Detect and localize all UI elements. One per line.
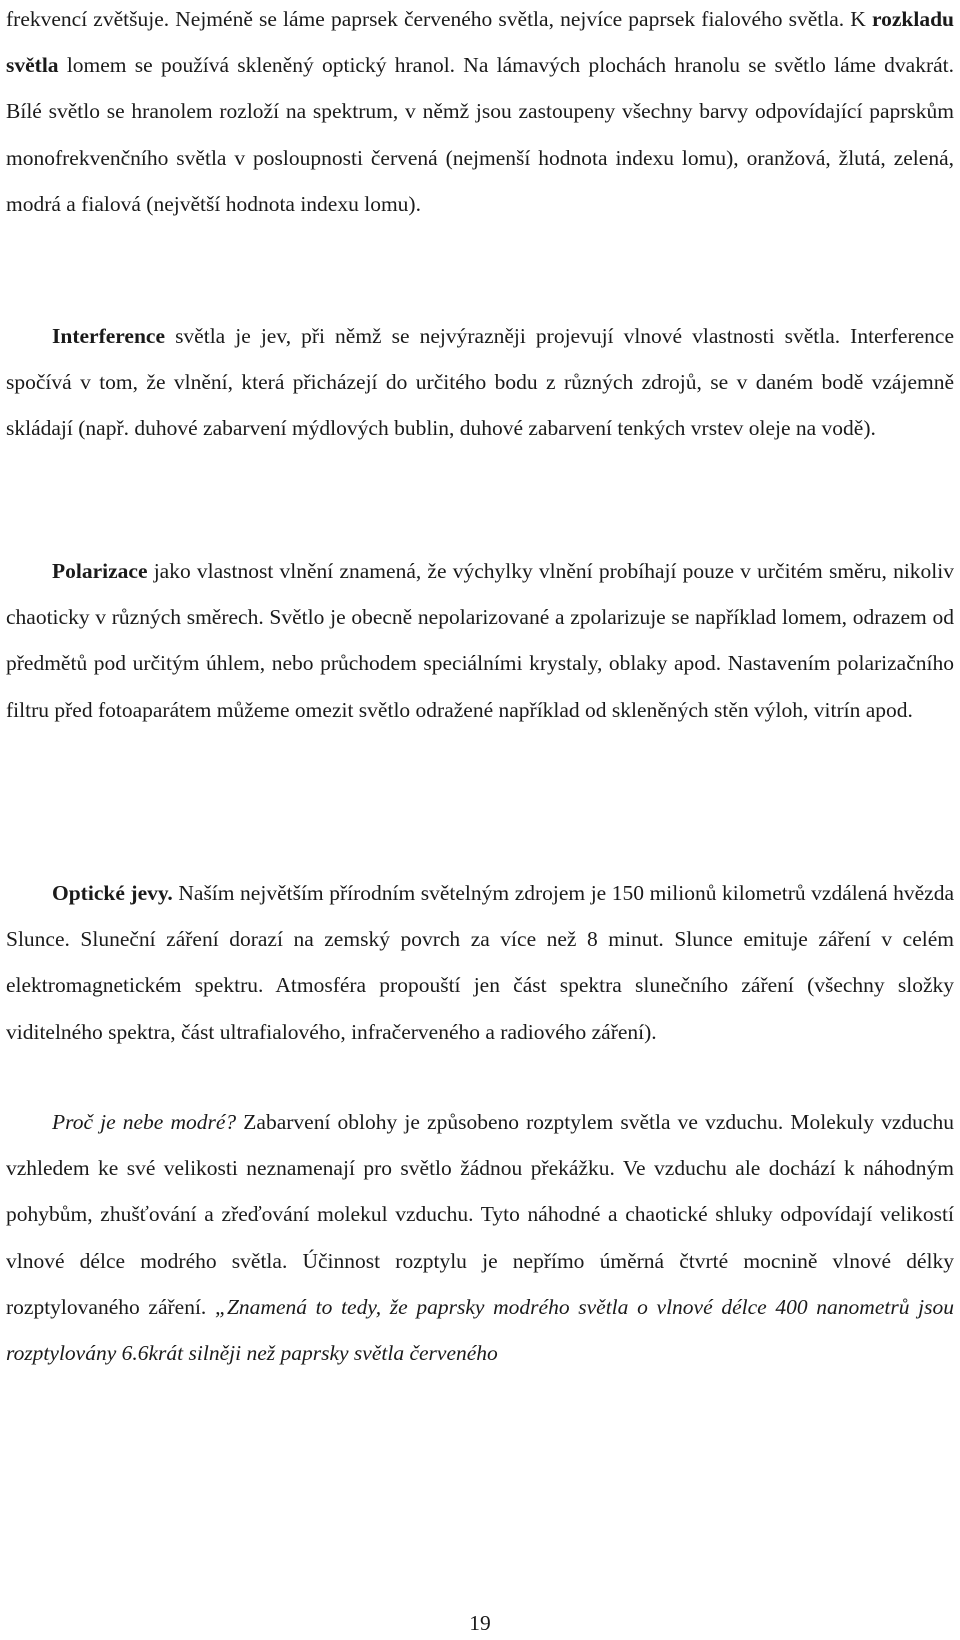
- question-why-sky-blue: Proč je nebe modré?: [52, 1110, 237, 1134]
- paragraph-polarization: [6, 548, 954, 733]
- paragraph-text: Zabarvení oblohy je způsobeno rozptylem světla ve vzduchu. Molekuly vzduchu vzhledem ke své velikosti neznamenají pro světlo žádnou překážku. Ve vzduchu ale dochází k náhodným pohybům, zhušťování a zřeďování molekul vzduchu. Tyto náhodné a chaotické shluky odpovídají velikostí vlnové délce modrého světla. Účinnost rozptylu je nepřímo úměrná čtvrté mocnině vlnové délky rozptylovaného záření.: [6, 1110, 954, 1319]
- paragraph-text: Naším největším přírodním světelným zdrojem je 150 milionů kilometrů vzdálená hvězda Slunce. Sluneční záření dorazí na zemský povrch za více než 8 minut. Slunce emituje záření v celém elektromagnetickém spektru. Atmosféra propouští jen část spektra slunečního záření (všechny složky viditelného spektra, část ultrafialového, infračerveného a radiového záření).: [6, 881, 955, 1044]
- term-polarization: Polarizace: [52, 559, 148, 583]
- paragraph-optical-phenomena: [6, 870, 954, 1055]
- quote-blue-light-scattering: „Znamená to tedy, že paprsky modrého světla o vlnové délce 400 nanometrů jsou rozptylovány 6.6krát silněji než paprsky světla červeného: [6, 1294, 954, 1366]
- paragraph-blue-sky: [6, 1099, 954, 1376]
- paragraph-text: frekvencí zvětšuje. Nejméně se láme paprsek červeného světla, nejvíce paprsek fialového světla. K: [6, 7, 872, 31]
- paragraph-text: jako vlastnost vlnění znamená, že výchylky vlnění probíhají pouze v určitém směru, nikoliv chaoticky v různých směrech. Světlo je obecně nepolarizované a zpolarizuje se například lomem, odrazem od předmětů pod určitým úhlem, nebo průchodem speciálními krystaly, oblaky apod. Nastavením polarizačního filtru před fotoaparátem můžeme omezit světlo odražené například od skleněných stěn výloh, vitrín apod.: [6, 559, 954, 722]
- term-interference: Interference: [52, 324, 166, 348]
- term-optical-phenomena: Optické jevy.: [52, 881, 173, 905]
- paragraph-text: lomem se používá skleněný optický hranol. Na lámavých plochách hranolu se světlo láme dvakrát. Bílé světlo se hranolem rozloží na spektrum, v němž jsou zastoupeny všechny barvy odpovídající paprskům monofrekvenčního světla v posloupnosti červená (nejmenší hodnota indexu lomu), oranžová, žlutá, zelená, modrá a fialová (největší hodnota indexu lomu).: [6, 53, 954, 216]
- paragraph-light-dispersion: [6, 0, 954, 227]
- paragraph-text: světla je jev, při němž se nejvýrazněji projevují vlnové vlastnosti světla. Interference spočívá v tom, že vlnění, která přicházejí do určitého bodu z různých zdrojů, se v daném bodě vzájemně skládají (např. duhové zabarvení mýdlových bublin, duhové zabarvení tenkých vrstev oleje na vodě).: [6, 324, 954, 441]
- page-number: 19: [469, 1611, 491, 1635]
- term-light-dispersion: rozkladu světla: [6, 7, 954, 78]
- paragraph-interference: [6, 313, 954, 452]
